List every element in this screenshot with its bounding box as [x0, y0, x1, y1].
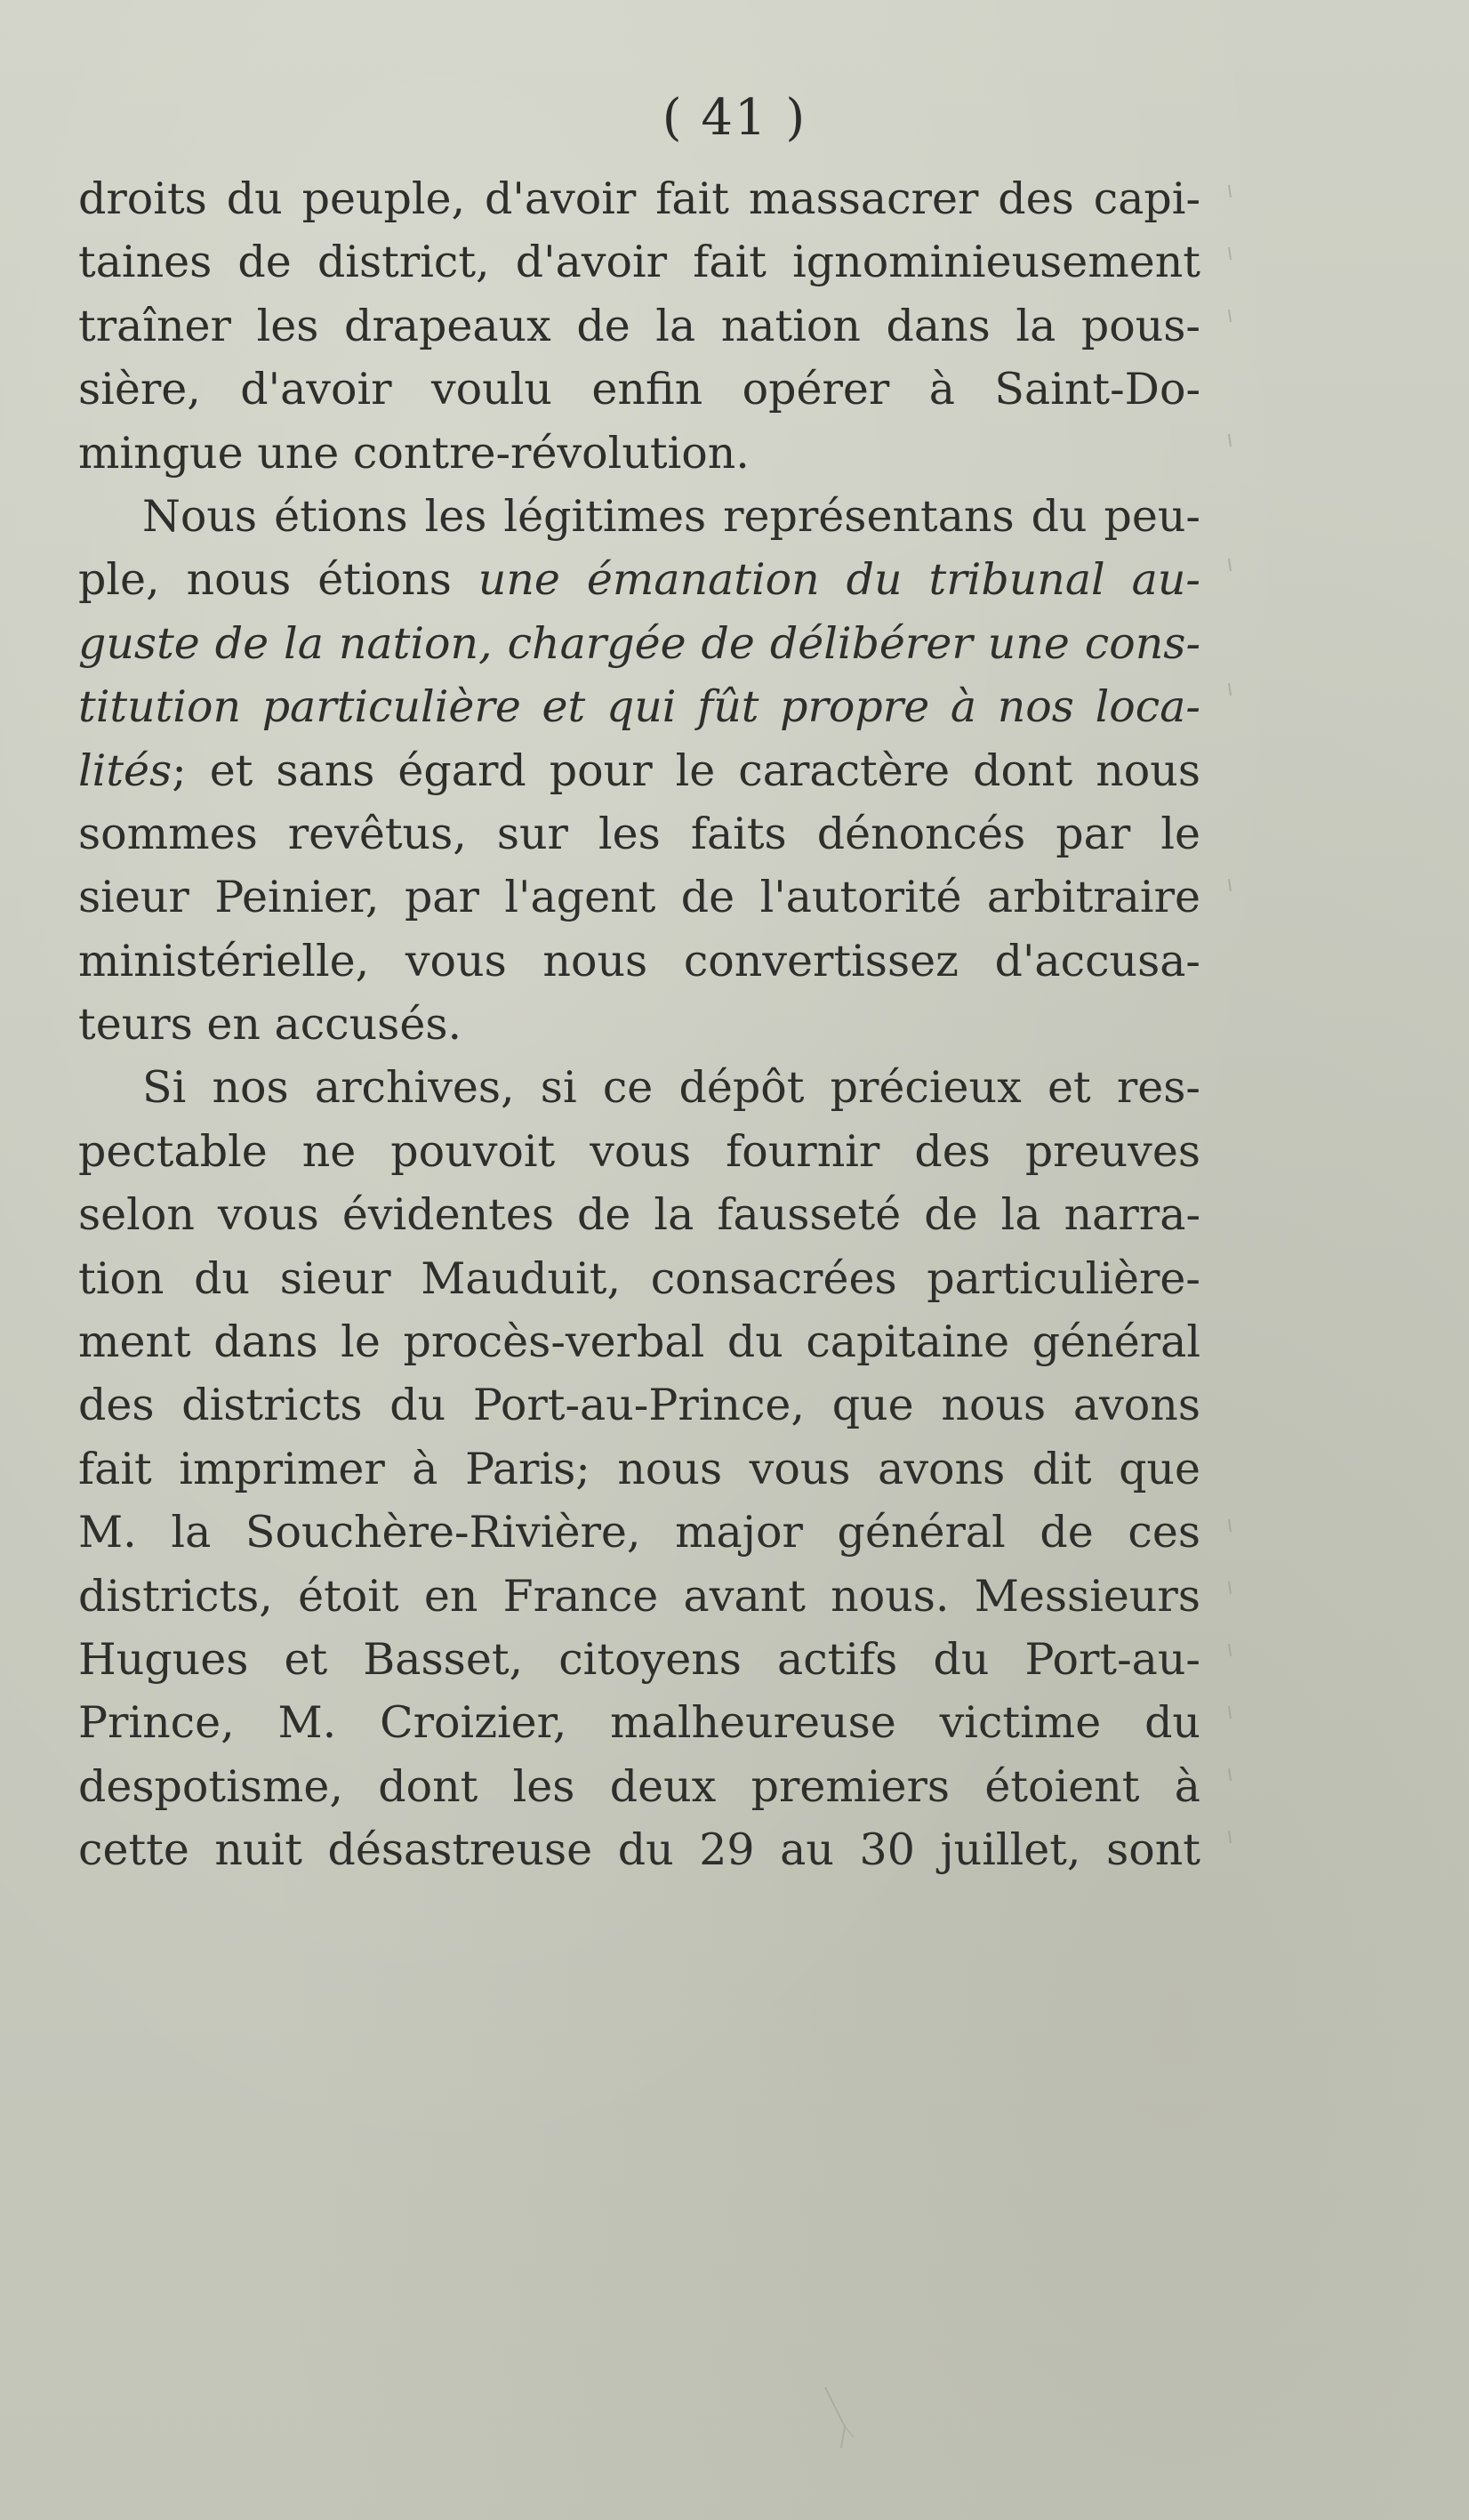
text-line — [78, 802, 1200, 865]
text-line — [78, 1501, 1200, 1564]
text-segment: des districts du Port-au-Prince, que nous avons — [78, 1380, 1200, 1431]
text-line — [78, 1565, 1200, 1628]
text-segment: fait imprimer à Paris; nous vous avons dit que — [78, 1443, 1200, 1494]
body-text — [78, 167, 1200, 1882]
text-line — [78, 1818, 1200, 1881]
text-segment: Nous étions les légitimes représentans du peu- — [142, 490, 1200, 542]
text-segment: ministérielle, vous nous convertissez d'accusa- — [78, 935, 1200, 986]
text-line — [78, 1628, 1200, 1691]
text-line — [78, 1183, 1200, 1246]
paper-crease-mark — [818, 2384, 871, 2482]
text-line — [78, 1247, 1200, 1310]
italic-text-segment: une émanation du tribunal au- — [478, 554, 1200, 606]
text-line — [78, 548, 1200, 611]
text-line — [78, 930, 1200, 993]
text-segment: teurs en accusés. — [78, 999, 462, 1051]
text-line — [78, 167, 1200, 230]
margin-marks — [1220, 167, 1238, 1946]
text-line — [78, 1056, 1200, 1119]
text-line — [78, 1691, 1200, 1754]
text-segment: droits du peuple, d'avoir fait massacrer des capi- — [78, 173, 1200, 224]
text-segment: sommes revêtus, sur les faits dénoncés par le — [78, 808, 1200, 859]
text-segment: ; et sans égard pour le caractère dont nous — [172, 745, 1200, 796]
text-segment: sière, d'avoir voulu enfin opérer à Saint-Do- — [78, 364, 1200, 415]
text-segment: Hugues et Basset, citoyens actifs du Port-au- — [78, 1633, 1200, 1685]
text-line — [78, 1437, 1200, 1501]
text-line — [78, 1755, 1200, 1818]
italic-text-segment: guste de la nation, chargée de délibérer une cons- — [78, 617, 1200, 669]
text-line — [78, 1373, 1200, 1437]
text-line — [78, 422, 1200, 485]
text-segment: taines de district, d'avoir fait ignominieusement — [78, 237, 1200, 288]
text-line — [78, 1310, 1200, 1373]
text-line — [78, 739, 1200, 802]
text-line — [78, 612, 1200, 675]
text-line — [78, 1120, 1200, 1183]
text-segment: traîner les drapeaux de la nation dans la pous- — [78, 300, 1200, 351]
text-segment: cette nuit désastreuse du 29 au 30 juillet, sont — [78, 1824, 1200, 1876]
italic-text-segment: lités — [78, 745, 173, 796]
text-line — [78, 358, 1200, 421]
text-segment: districts, étoit en France avant nous. Messieurs — [78, 1570, 1200, 1622]
text-segment: ment dans le procès-verbal du capitaine général — [78, 1316, 1200, 1368]
text-segment: Prince, M. Croizier, malheureuse victime du — [78, 1697, 1200, 1749]
italic-text-segment: titution particulière et qui fût propre à nos loca- — [78, 681, 1200, 733]
text-line — [78, 675, 1200, 738]
text-segment: M. la Souchère-Rivière, major général de ces — [78, 1507, 1200, 1558]
text-line — [78, 485, 1200, 548]
text-line — [78, 294, 1200, 358]
text-segment: Si nos archives, si ce dépôt précieux et res- — [142, 1062, 1200, 1114]
text-segment: ple, nous étions — [78, 554, 478, 606]
page-number: ( 41 ) — [662, 89, 807, 147]
text-segment: despotisme, dont les deux premiers étoient à — [78, 1760, 1200, 1812]
text-segment: mingue une contre-révolution. — [78, 427, 750, 479]
text-line — [78, 993, 1200, 1056]
text-line — [78, 865, 1200, 929]
text-line — [78, 230, 1200, 294]
text-segment: pectable ne pouvoit vous fournir des preuves — [78, 1125, 1200, 1177]
text-segment: tion du sieur Mauduit, consacrées particulière- — [78, 1252, 1200, 1304]
text-segment: sieur Peinier, par l'agent de l'autorité arbitraire — [78, 872, 1200, 923]
text-segment: selon vous évidentes de la fausseté de la narra- — [78, 1189, 1200, 1241]
